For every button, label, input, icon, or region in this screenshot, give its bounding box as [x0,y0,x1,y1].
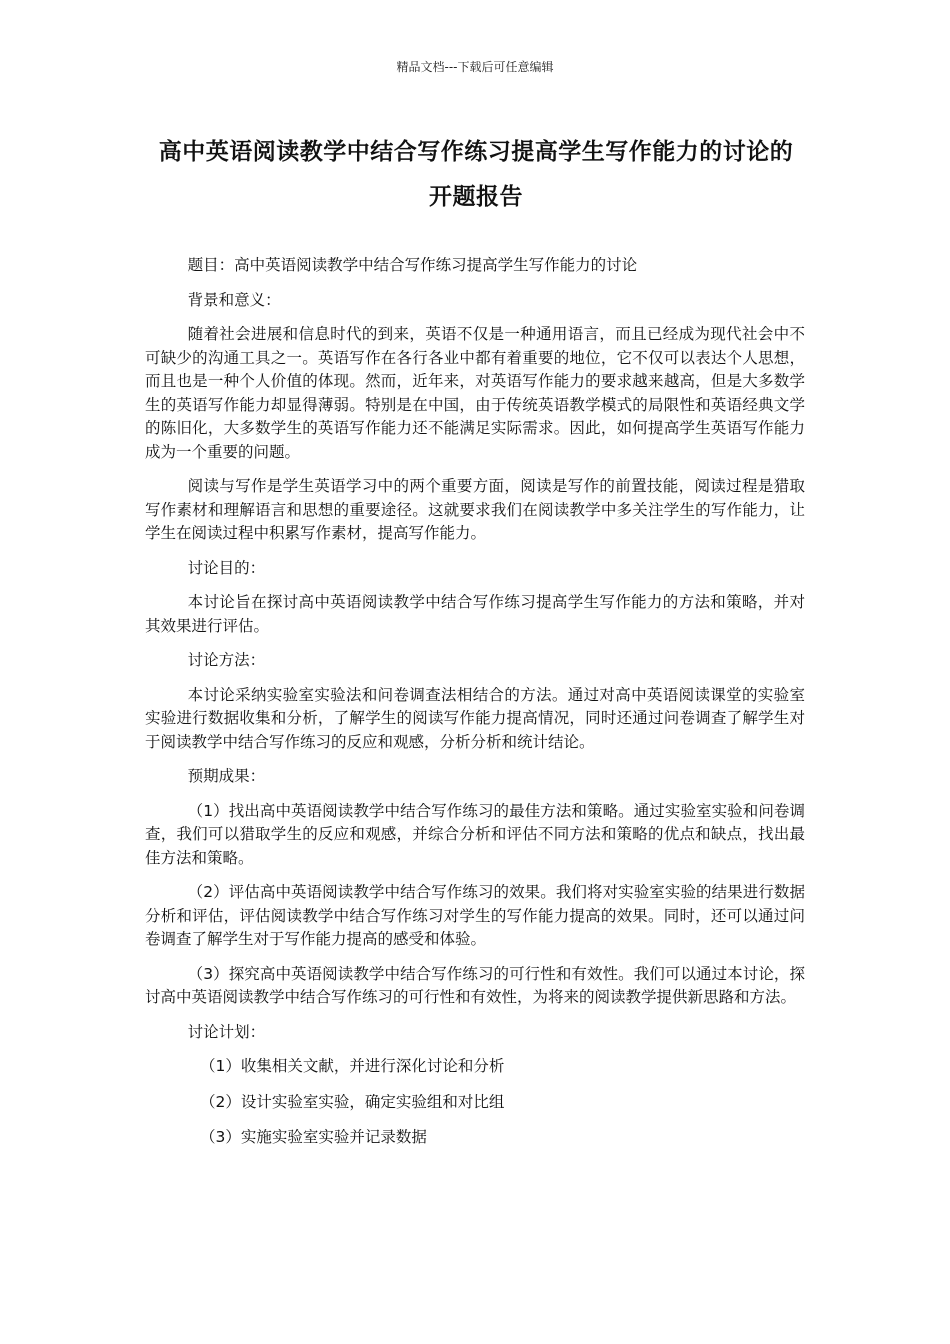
page-title: 高中英语阅读教学中结合写作练习提高学生写作能力的讨论的开题报告 [158,139,794,210]
method-paragraph: 本讨论采纳实验室实验法和问卷调查法相结合的方法。通过对高中英语阅读课堂的实验室实验进行数据收集和分析，了解学生的阅读写作能力提高情况，同时还通过问卷调查了解学生对于阅读教学中结合写作练习的反应和观感，分析分析和统计结论。 [145,685,805,751]
plan-item-3: （3）实施实验室实验并记录数据 [200,1128,427,1146]
result-item-1: （1）找出高中英语阅读教学中结合写作练习的最佳方法和策略。通过实验室实验和问卷调查，我们可以猎取学生的反应和观感，并综合分析和评估不同方法和策略的优点和缺点，找出最佳方法和策略。 [145,801,805,867]
plan-label: 讨论计划： [187,1022,266,1041]
purpose-paragraph: 本讨论旨在探讨高中英语阅读教学中结合写作练习提高学生写作能力的方法和策略，并对其效果进行评估。 [145,593,805,635]
header-note: 精品文档---下载后可任意编辑 [396,60,554,74]
result-item-3: （3）探究高中英语阅读教学中结合写作练习的可行性和有效性。我们可以通过本讨论，探讨高中英语阅读教学中结合写作练习的可行性和有效性，为将来的阅读教学提供新思路和方法。 [145,964,805,1006]
topic-line: 题目：高中英语阅读教学中结合写作练习提高学生写作能力的讨论 [187,256,638,274]
background-label: 背景和意义： [187,290,281,309]
plan-item-2: （2）设计实验室实验，确定实验组和对比组 [200,1092,505,1111]
background-paragraph-1: 随着社会进展和信息时代的到来，英语不仅是一种通用语言，而且已经成为现代社会中不可缺少的沟通工具之一。英语写作在各行各业中都有着重要的地位，它不仅可以表达个人思想，而且也是一种个人价值的体现。然而，近年来，对英语写作能力的要求越来越高，但是大多数学生的英语写作能力却显得薄弱。特别是在中国，由于传统英语教学模式的局限性和英语经典文学的陈旧化，大多数学生的英语写作能力还不能满足实际需求。因此，如何提高学生英语写作能力成为一个重要的问题。 [145,325,805,461]
document-body [145,254,805,1162]
background-paragraph-2: 阅读与写作是学生英语学习中的两个重要方面，阅读是写作的前置技能，阅读过程是猎取写作素材和理解语言和思想的重要途径。这就要求我们在阅读教学中多关注学生的写作能力，让学生在阅读过程中积累写作素材，提高写作能力。 [145,477,805,542]
plan-item-1: （1）收集相关文献，并进行深化讨论和分析 [200,1057,505,1075]
purpose-label: 讨论目的： [187,558,266,577]
result-item-2: （2）评估高中英语阅读教学中结合写作练习的效果。我们将对实验室实验的结果进行数据分析和评估，评估阅读教学中结合写作练习对学生的写作能力提高的效果。同时，还可以通过问卷调查了解学生对于写作能力提高的感受和体验。 [145,883,805,948]
method-label: 讨论方法： [187,651,266,669]
results-label: 预期成果： [187,767,266,785]
